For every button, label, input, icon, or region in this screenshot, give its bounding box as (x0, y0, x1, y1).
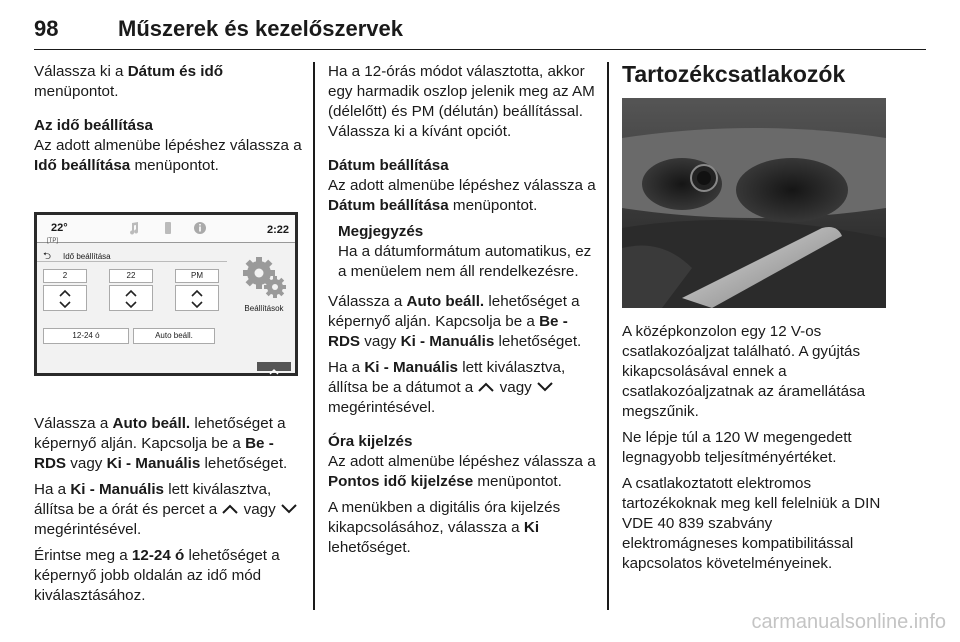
page-number: 98 (34, 16, 59, 41)
back-arrow-icon[interactable]: ⮌ (43, 251, 52, 262)
12-24-button[interactable]: 12-24 ó (43, 328, 129, 344)
minute-value: 22 (109, 269, 153, 283)
paragraph: Az adott almenübe lépéshez válassza a Pontos idő kijelzése menüpontot. (328, 453, 596, 490)
clock: 2:22 (266, 224, 289, 236)
paragraph: Érintse meg a 12-24 ó lehetőséget a képernyő jobb oldalán az idő mód kiválasztásához. (34, 547, 280, 604)
column-divider (313, 62, 315, 610)
ampm-value: PM (175, 269, 219, 283)
music-note-icon[interactable] (127, 221, 141, 235)
chevron-up-icon (257, 367, 291, 376)
status-bar (37, 215, 295, 243)
chapter-title: Műszerek és kezelőszervek (118, 16, 403, 41)
chevron-up-icon[interactable] (191, 289, 203, 297)
power-socket-photo-illustration (622, 98, 886, 308)
auto-set-button[interactable]: Auto beáll. (133, 328, 215, 344)
note-text: Ha a dátumformátum automatikus, ez a menüelem nem áll rendelkezésre. (338, 243, 592, 280)
info-icon[interactable] (193, 221, 207, 235)
ampm-stepper[interactable] (175, 285, 219, 311)
section-title: Tartozékcsatlakozók (622, 61, 846, 87)
scroll-up-button[interactable] (257, 362, 291, 371)
minute-stepper[interactable] (109, 285, 153, 311)
paragraph: Válassza ki a Dátum és idő menüpontot. (34, 63, 224, 100)
hour-value: 2 (43, 269, 87, 283)
watermark: carmanualsonline.info (751, 611, 946, 633)
section-heading-date: Dátum beállítása (328, 157, 449, 174)
paragraph: Ha a 12-órás módot választotta, akkor egy harmadik oszlop jelenik meg az AM (délelőtt) és PM (délután) beállítással. Válassza ki a kívánt opciót. (328, 63, 595, 140)
infotainment-screen (34, 212, 298, 376)
page-header (34, 8, 926, 50)
tp-indicator: [TP] (47, 238, 59, 244)
chevron-down-icon (536, 380, 554, 394)
console-socket-photo (622, 98, 886, 308)
chevron-up-icon (477, 380, 495, 394)
chevron-up-icon[interactable] (59, 289, 71, 297)
paragraph: Válassza a Auto beáll. lehetőséget a képernyő alján. Kapcsolja be a Be - RDS vagy Ki - Manuális lehetőséget. (34, 415, 288, 472)
chevron-down-icon[interactable] (59, 301, 71, 309)
chevron-up-icon[interactable] (125, 289, 137, 297)
settings-label: Beállítások (244, 304, 284, 313)
paragraph: Ha a Ki - Manuális lett kiválasztva, állítsa be a órát és percet a vagy megérintésével. (34, 480, 302, 540)
paragraph: A csatlakoztatott elektromos tartozékoknak meg kell felelniük a DIN VDE 40 839 szabvány elektromágneses kompatibilitással kapcsolatos követelményeinek. (622, 475, 881, 572)
paragraph: A középkonzolon egy 12 V-os csatlakozóaljzat található. A gyújtás kikapcsolásával ennek a csatlakozóaljzatnak az áramellátása megszűnik. (622, 323, 866, 420)
temperature: 22° (51, 222, 68, 234)
note-box (328, 222, 600, 282)
time-settings-screenshot (34, 190, 298, 400)
paragraph: Válassza a Auto beáll. lehetőséget a képernyő alján. Kapcsolja be a Be - RDS vagy Ki - Manuális lehetőséget. (328, 293, 582, 350)
hour-stepper[interactable] (43, 285, 87, 311)
paragraph: Ha a Ki - Manuális lett kiválasztva, állítsa be a dátumot a vagy megérintésével. (328, 359, 566, 416)
paragraph: Az adott almenübe lépéshez válassza a Idő beállítása menüpontot. (34, 137, 302, 174)
note-title: Megjegyzés (338, 223, 424, 240)
menu-title: Idő beállítása (63, 252, 111, 261)
section-heading-clock: Óra kijelzés (328, 433, 413, 450)
chevron-down-icon[interactable] (191, 301, 203, 309)
paragraph: Ne lépje túl a 120 W megengedett legnagyobb teljesítményértéket. (622, 429, 852, 466)
chevron-up-icon (221, 502, 239, 516)
column-3 (622, 62, 890, 580)
chevron-down-icon[interactable] (125, 301, 137, 309)
column-divider (607, 62, 609, 610)
paragraph: A menükben a digitális óra kijelzés kikapcsolásához, válassza a Ki lehetőséget. (328, 499, 561, 556)
column-2 (328, 62, 600, 564)
column-1 (34, 62, 302, 612)
phone-icon[interactable] (161, 221, 175, 235)
paragraph: Az adott almenübe lépéshez válassza a Dátum beállítása menüpontot. (328, 177, 596, 214)
chevron-down-icon (280, 502, 298, 516)
menu-header (37, 244, 227, 262)
section-heading-time: Az idő beállítása (34, 117, 154, 134)
